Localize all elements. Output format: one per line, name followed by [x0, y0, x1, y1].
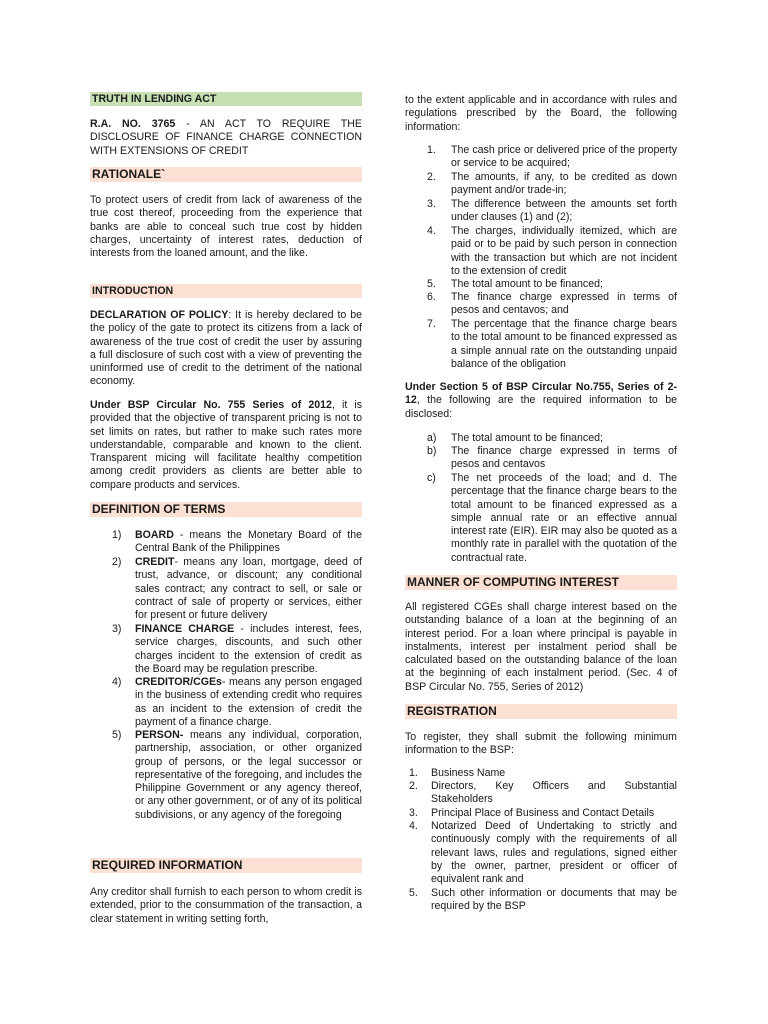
- registration-item-text: Notarized Deed of Undertaking to strictly and continuously comply with the requirements of all relevant laws, rules and regulations, signed either by the owner, partner, president or officer of equivalent rank and: [431, 820, 677, 886]
- definition-item: [112, 729, 362, 822]
- list-number: 3.: [427, 198, 436, 210]
- definition-text: - means the Monetary Board of the Central Bank of the Philippines: [135, 529, 362, 555]
- computing-interest-paragraph: All registered CGEs shall charge interest based on the outstanding balance of a loan at the beginning of an interest period. For a loan where principal is payable in instalments, interest per instalment period shall be calculated based on the outstanding balance of the loan at the beginning of each instalment period. (Sec. 4 of BSP Circular No. 755, Series of 2012): [405, 601, 677, 693]
- info-item: [427, 278, 677, 291]
- registration-item: [409, 767, 677, 780]
- definitions-list: [112, 529, 362, 822]
- ra-description: - AN ACT TO REQUIRE THE DISCLOSURE OF FINANCE CHARGE CONNECTION WITH EXTENSIONS OF CREDIT: [90, 118, 362, 157]
- computing-interest-heading: MANNER OF COMPUTING INTEREST: [405, 575, 677, 590]
- info-item: [427, 171, 677, 198]
- registration-item-text: Directors, Key Officers and Substantial Stakeholders: [431, 780, 677, 806]
- info-text: The percentage that the finance charge bears to the total amount to be financed expressed as a simple annual rate on the outstanding unpaid balance of the obligation: [451, 318, 677, 370]
- list-number: 5.: [409, 887, 418, 899]
- section-title-truth-in-lending: TRUTH IN LENDING ACT: [90, 92, 362, 106]
- section5-item: [427, 445, 677, 472]
- info-item: [427, 318, 677, 371]
- info-item: [427, 144, 677, 171]
- registration-list: [409, 767, 677, 914]
- registration-item: [409, 820, 677, 887]
- list-number: 2.: [409, 780, 418, 792]
- list-number: 4): [112, 676, 122, 688]
- definition-item: [112, 623, 362, 676]
- required-info-heading: REQUIRED INFORMATION: [90, 858, 362, 873]
- section5-item: [427, 432, 677, 445]
- policy-label: DECLARATION OF POLICY: [90, 309, 229, 321]
- definition-text: - includes interest, fees, service charges, discounts, and such other charges incident to the extension of credit as the Board may be regulation prescribe.: [135, 623, 362, 675]
- definition-item: [112, 676, 362, 729]
- definitions-heading: DEFINITION OF TERMS: [90, 502, 362, 517]
- rationale-heading: RATIONALE`: [90, 167, 362, 182]
- definition-term: PERSON-: [135, 729, 184, 741]
- required-info-paragraph: Any creditor shall furnish to each person to whom credit is extended, prior to the consummation of the transaction, a clear statement in writing setting forth,: [90, 886, 362, 925]
- definition-term: CREDIT: [135, 556, 175, 568]
- list-number: 7.: [427, 318, 436, 330]
- bsp-paragraph: [90, 399, 362, 492]
- section5-text: , the following are the required information to be disclosed:: [405, 394, 677, 420]
- list-letter: c): [427, 472, 436, 484]
- registration-paragraph: To register, they shall submit the following minimum information to the BSP:: [405, 731, 677, 757]
- bsp-text: , it is provided that the objective of transparent pricing is not to set limits on rates, but rather to make such rates more understandable, comparable and known to the client. Transparent micing will facilitate healthy competition among credit providers as clients are better able to compare products and services.: [90, 399, 362, 491]
- list-number: 2.: [427, 171, 436, 183]
- ra-paragraph: [90, 118, 362, 158]
- info-text: The cash price or delivered price of the property or service to be acquired;: [451, 144, 677, 170]
- introduction-heading: INTRODUCTION: [90, 284, 362, 298]
- bsp-label: Under BSP Circular No. 755 Series of 2012: [90, 399, 332, 411]
- list-number: 6.: [427, 291, 436, 303]
- continued-paragraph: to the extent applicable and in accordance with rules and regulations prescribed by the Board, the following information:: [405, 94, 677, 133]
- section5-item-text: The total amount to be financed;: [451, 432, 603, 444]
- registration-item-text: Business Name: [431, 767, 506, 779]
- list-number: 1): [112, 529, 122, 541]
- section5-paragraph: [405, 381, 677, 421]
- section5-item: [427, 472, 677, 565]
- list-number: 1.: [409, 767, 418, 779]
- definition-text: - means any loan, mortgage, deed of trust, advance, or discount; any conditional sales contract; any contract to sell, or sale or contract of sale of property or services, either for present or future delivery: [135, 556, 362, 622]
- registration-item-text: Principal Place of Business and Contact Details: [431, 807, 655, 819]
- definition-text: means any individual, corporation, partnership, association, or other organized group of persons, or the legal successor or representative of the foregoing, and includes the Philippine Government or any agency thereof, or any other government, or of any of its political subdivisions, or any agency of the foregoing: [135, 729, 362, 821]
- list-number: 5.: [427, 278, 436, 290]
- info-item: [427, 225, 677, 278]
- list-number: 4.: [409, 820, 418, 832]
- list-letter: a): [427, 432, 437, 444]
- info-text: The charges, individually itemized, which are paid or to be paid by such person in connection with the transaction but which are not incident to the extension of credit: [451, 225, 677, 277]
- rationale-paragraph: To protect users of credit from lack of awareness of the true cost thereof, proceeding from the experience that banks are able to conceal such true cost by hidden charges, uncertainty of interest rates, deduction of interests from the loaned amount, and the like.: [90, 194, 362, 260]
- policy-text: : It is hereby declared to be the policy of the gate to protect its citizens from a lack of awareness of the true cost of credit the user by assuring a full disclosure of such cost with a view of preventing the uninformed use of credit to the detriment of the national economy.: [90, 309, 362, 388]
- list-number: 2): [112, 556, 122, 568]
- info-item: [427, 291, 677, 318]
- list-number: 3): [112, 623, 122, 635]
- registration-heading: REGISTRATION: [405, 704, 677, 719]
- definition-term: FINANCE CHARGE: [135, 623, 235, 635]
- info-text: The finance charge expressed in terms of pesos and centavos; and: [451, 291, 677, 317]
- definition-term: CREDITOR/CGEs: [135, 676, 222, 688]
- registration-item: [409, 780, 677, 807]
- section5-label: Under Section 5 of BSP Circular No.755, Series of 2-12: [405, 381, 677, 407]
- list-number: 3.: [409, 807, 418, 819]
- info-text: The total amount to be financed;: [451, 278, 603, 290]
- registration-item: [409, 807, 677, 820]
- policy-paragraph: [90, 309, 362, 389]
- definition-item: [112, 529, 362, 556]
- section5-item-text: The net proceeds of the load; and d. The percentage that the finance charge bears to the total amount to be financed expressed as a simple annual rate or an effective annual interest rate (EIR). EIR may also be quoted as a monthly rate in parallel with the quotation of the contractual rate.: [451, 472, 677, 564]
- registration-item-text: Such other information or documents that may be required by the BSP: [431, 887, 677, 913]
- registration-item: [409, 887, 677, 914]
- definition-item: [112, 556, 362, 623]
- definition-term: BOARD: [135, 529, 174, 541]
- list-number: 5): [112, 729, 122, 741]
- required-info-list: [427, 144, 677, 371]
- section5-list: [427, 432, 677, 565]
- list-number: 1.: [427, 144, 436, 156]
- info-item: [427, 198, 677, 225]
- list-number: 4.: [427, 225, 436, 237]
- section5-item-text: The finance charge expressed in terms of pesos and centavos: [451, 445, 677, 471]
- definition-text: - means any person engaged in the business of extending credit who requires as an incident to the extension of credit the payment of a finance charge.: [135, 676, 362, 728]
- info-text: The amounts, if any, to be credited as down payment and/or trade-in;: [451, 171, 677, 197]
- list-letter: b): [427, 445, 437, 457]
- info-text: The difference between the amounts set forth under clauses (1) and (2);: [451, 198, 677, 224]
- ra-number: R.A. NO. 3765: [90, 118, 176, 130]
